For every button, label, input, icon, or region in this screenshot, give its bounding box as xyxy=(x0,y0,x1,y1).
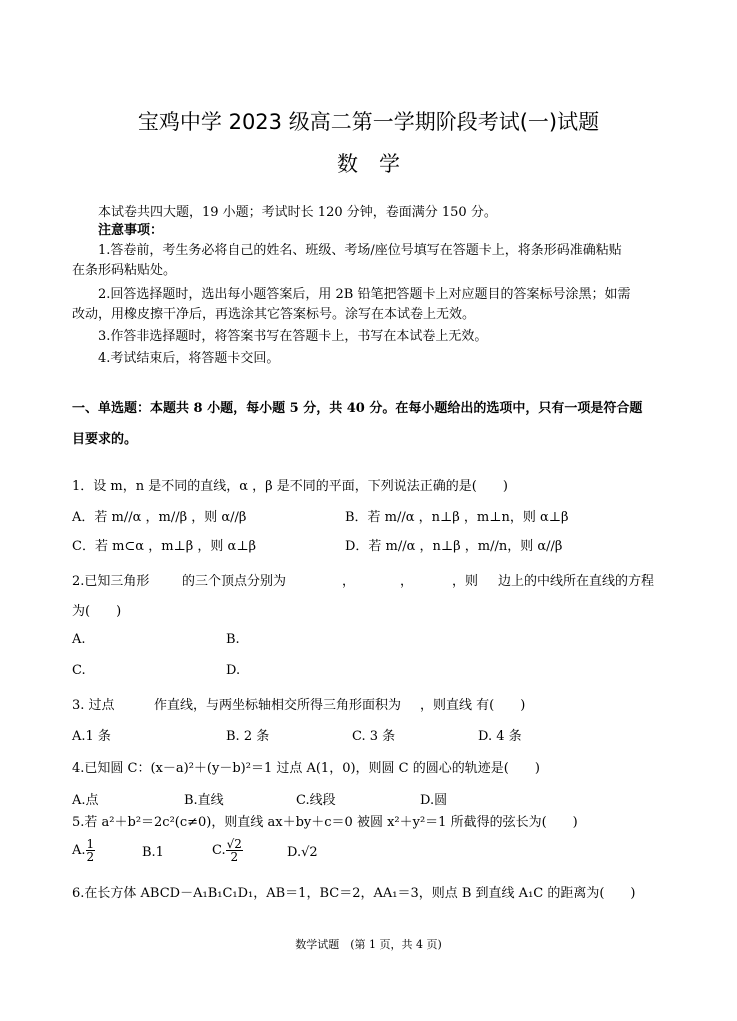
question-2-stem-part-1: 2.已知三角形 xyxy=(72,574,150,589)
question-4-stem: 4.已知圆 C：(x－a)²＋(y－b)²＝1 过点 A(1，0)，则圆 C 的圆心的轨迹是( ) xyxy=(72,761,540,776)
question-5-option-c-numerator: √2 xyxy=(226,837,242,851)
question-5-stem: 5.若 a²＋b²＝2c²(c≠0)，则直线 ax＋by＋c＝0 被圆 x²＋y²＝1 所截得的弦长为( ) xyxy=(72,815,578,830)
question-2-stem-line-2: 为( ) xyxy=(72,604,122,619)
question-3-option-d: D. 4 条 xyxy=(478,729,522,744)
question-3-stem-part-2: 作直线，与两坐标轴相交所得三角形面积为 xyxy=(154,698,402,713)
question-2-stem-part-5: ，则 xyxy=(452,574,479,589)
section-1-heading-line-1: 一、单选题：本题共 8 小题，每小题 5 分，共 40 分。在每小题给出的选项中，只有一项是符合题 xyxy=(72,401,643,416)
question-5-option-a xyxy=(72,838,95,863)
question-5-option-c-denominator: 2 xyxy=(230,850,239,864)
question-3-stem-part-1: 3. 过点 xyxy=(72,698,115,713)
question-1-option-c: C．若 m⊂α ，m⊥β ，则 α⊥β xyxy=(72,539,257,554)
notice-title: 注意事项： xyxy=(98,223,164,238)
question-1-stem: 1．设 m，n 是不同的直线，α ，β 是不同的平面，下列说法正确的是( ) xyxy=(72,479,508,494)
exam-title: 宝鸡中学 2023 级高二第一学期阶段考试(一)试题 xyxy=(137,110,600,134)
page-footer: 数学试题 (第 1 页，共 4 页) xyxy=(295,938,442,951)
question-1-option-b: B．若 m//α ，n⊥β ，m⊥n，则 α⊥β xyxy=(345,510,569,525)
question-5-option-a-denominator: 2 xyxy=(86,850,95,864)
notice-item-1-line-1: 1.答卷前，考生务必将自己的姓名、班级、考场/座位号填写在答题卡上，将条形码准确粘贴 xyxy=(98,243,622,258)
subject-title: 数 学 xyxy=(337,152,400,176)
question-5-option-c-label: C. xyxy=(212,843,226,858)
question-2-option-c: C. xyxy=(72,663,86,678)
question-4-option-d: D.圆 xyxy=(420,793,448,808)
question-3-option-c: C. 3 条 xyxy=(352,729,396,744)
question-2-stem-part-6: 边上的中线所在直线的方程 xyxy=(498,574,655,589)
question-5-option-a-numerator: 1 xyxy=(86,837,95,851)
question-4-option-a: A.点 xyxy=(72,793,99,808)
notice-item-1-line-2: 在条形码粘贴处。 xyxy=(72,263,177,278)
question-2-option-b: B. xyxy=(226,632,240,647)
question-4-option-b: B.直线 xyxy=(184,793,224,808)
question-4-option-c: C.线段 xyxy=(296,793,336,808)
question-2-stem-part-3: ， xyxy=(342,574,356,589)
question-2-stem-part-2: 的三个顶点分别为 xyxy=(182,574,287,589)
question-3-option-a: A.1 条 xyxy=(72,729,111,744)
question-6-stem: 6.在长方体 ABCD－A₁B₁C₁D₁，AB＝1，BC＝2，AA₁＝3，则点 B 到直线 A₁C 的距离为( ) xyxy=(72,886,636,901)
question-5-option-b: B.1 xyxy=(142,845,164,860)
section-1-heading-line-2: 目要求的。 xyxy=(72,432,138,447)
question-2-option-a: A. xyxy=(72,632,86,647)
question-5-option-d-value: √2 xyxy=(301,845,318,860)
question-1-option-d: D．若 m//α ，n⊥β ，m//n，则 α//β xyxy=(345,539,563,554)
question-5-option-a-fraction xyxy=(86,838,96,863)
question-5-option-c xyxy=(212,838,243,863)
question-1-option-a: A．若 m//α ，m//β ，则 α//β xyxy=(72,510,247,525)
notice-item-2-line-1: 2.回答选择题时，选出每小题答案后，用 2B 铅笔把答题卡上对应题目的答案标号涂黑；如需 xyxy=(98,287,631,302)
question-5-option-a-label: A. xyxy=(72,843,86,858)
notice-item-4: 4.考试结束后，将答题卡交回。 xyxy=(98,351,280,366)
question-3-stem-part-3: ，则直线 有( ) xyxy=(420,698,526,713)
question-5-option-d-label: D. xyxy=(287,845,302,860)
question-2-option-d: D. xyxy=(226,663,241,678)
question-5-option-c-fraction xyxy=(226,838,243,863)
question-5-option-d xyxy=(287,845,318,860)
question-2-stem-part-4: ， xyxy=(400,574,414,589)
question-3-option-b: B. 2 条 xyxy=(226,729,270,744)
notice-item-2-line-2: 改动，用橡皮擦干净后，再选涂其它答案标号。涂写在本试卷上无效。 xyxy=(72,307,476,322)
exam-intro: 本试卷共四大题，19 小题；考试时长 120 分钟，卷面满分 150 分。 xyxy=(98,205,497,220)
notice-item-3: 3.作答非选择题时，将答案书写在答题卡上，书写在本试卷上无效。 xyxy=(98,329,488,344)
